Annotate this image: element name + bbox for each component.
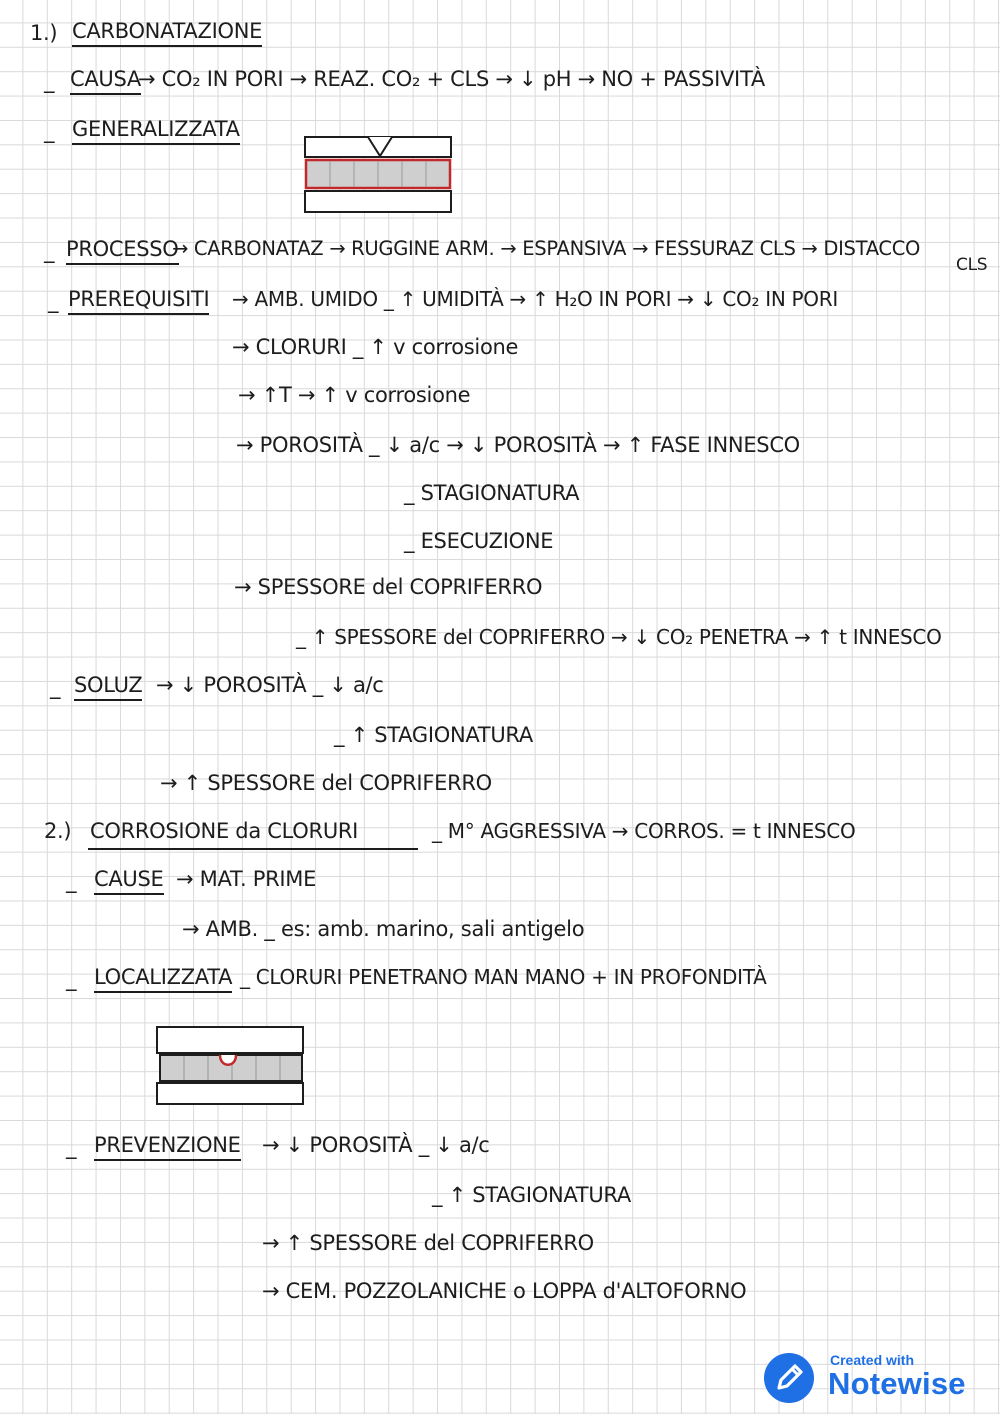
pen-icon: [764, 1353, 814, 1403]
notewise-wordmark: Notewise: [828, 1366, 966, 1401]
localized-corrosion-sketch: [152, 1022, 312, 1108]
process-text: → CARBONATAZ → RUGGINE ARM. → ESPANSIVA → FESSURAZ CLS → DISTACCO: [172, 237, 921, 260]
process-cls: CLS: [956, 255, 988, 275]
bullet-dash: _: [44, 239, 55, 263]
bullet-dash: _: [50, 675, 61, 699]
causes-environment: → AMB. _ es: amb. marino, sali antigelo: [182, 917, 585, 941]
created-with-text: Created with: [830, 1352, 915, 1368]
notewise-logo: [764, 1350, 989, 1406]
prereq-temperature: → ↑T → ↑ v corrosione: [238, 383, 471, 407]
solution-cover: → ↑ SPESSORE del COPRIFERRO: [160, 771, 492, 795]
section-2-title-underline: [88, 848, 418, 850]
prereq-cover: → SPESSORE del COPRIFERRO: [234, 575, 543, 599]
prereq-curing: _ STAGIONATURA: [404, 481, 580, 505]
bullet-dash: _: [66, 869, 77, 893]
prereq-label: PREREQUISITI: [68, 286, 209, 315]
localized-text: _ CLORURI PENETRANO MAN MANO + IN PROFONDITÀ: [240, 965, 767, 989]
causes-label: CAUSE: [94, 866, 164, 895]
cause-label: CAUSA: [70, 66, 141, 95]
solution-curing: _ ↑ STAGIONATURA: [334, 723, 533, 747]
causes-raw-materials: → MAT. PRIME: [176, 867, 317, 891]
bullet-dash: _: [48, 289, 59, 313]
prereq-cover-detail: _ ↑ SPESSORE del COPRIFERRO → ↓ CO₂ PENETRA → ↑ t INNESCO: [296, 625, 942, 649]
prevention-cement: → CEM. POZZOLANICHE o LOPPA d'ALTOFORNO: [262, 1279, 747, 1303]
section-2-title-tail: _ M° AGGRESSIVA → CORROS. = t INNESCO: [432, 819, 856, 843]
solution-porosity: → ↓ POROSITÀ _ ↓ a/c: [156, 673, 384, 697]
prereq-porosity: → POROSITÀ _ ↓ a/c → ↓ POROSITÀ → ↑ FASE INNESCO: [236, 433, 800, 457]
section-2-title: CORROSIONE da CLORURI: [90, 819, 359, 843]
section-1-number: 1.): [30, 21, 58, 45]
prevention-cover: → ↑ SPESSORE del COPRIFERRO: [262, 1231, 594, 1255]
cause-text: → CO₂ IN PORI → REAZ. CO₂ + CLS → ↓ pH → NO + PASSIVITÀ: [138, 67, 765, 91]
prevention-curing: _ ↑ STAGIONATURA: [432, 1183, 631, 1207]
process-label: PROCESSO: [66, 236, 179, 265]
bullet-dash: _: [66, 967, 77, 991]
section-2-number: 2.): [44, 819, 72, 843]
prereq-chlorides: → CLORURI _ ↑ v corrosione: [232, 335, 519, 359]
section-1-title: CARBONATAZIONE: [72, 18, 262, 47]
bullet-dash: _: [44, 119, 55, 143]
bullet-dash: _: [66, 1135, 77, 1159]
prevention-porosity: → ↓ POROSITÀ _ ↓ a/c: [262, 1133, 490, 1157]
bullet-dash: _: [44, 69, 55, 93]
generalized-label: GENERALIZZATA: [72, 116, 240, 145]
prereq-execution: _ ESECUZIONE: [404, 529, 554, 553]
prereq-humidity: → AMB. UMIDO _ ↑ UMIDITÀ → ↑ H₂O IN PORI → ↓ CO₂ IN PORI: [232, 287, 838, 311]
localized-label: LOCALIZZATA: [94, 964, 232, 993]
solution-label: SOLUZ: [74, 672, 142, 701]
prevention-label: PREVENZIONE: [94, 1132, 241, 1161]
generalized-corrosion-sketch: [300, 132, 460, 218]
